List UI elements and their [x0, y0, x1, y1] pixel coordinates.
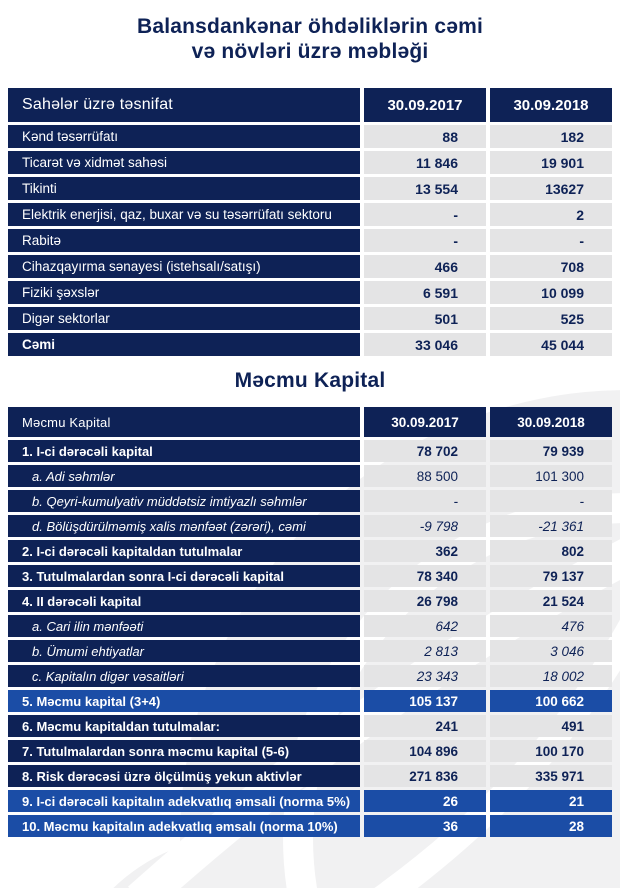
row-label: 1. I-ci dərəcəli kapital	[8, 440, 360, 462]
table-header-2017: 30.09.2017	[364, 88, 486, 122]
row-label: Kənd təsərrüfatı	[8, 125, 360, 148]
value-2018: -21 361	[490, 515, 612, 537]
value-2017: 2 813	[364, 640, 486, 662]
value-2017: 642	[364, 615, 486, 637]
row-label: b. Ümumi ehtiyatlar	[8, 640, 360, 662]
table-row	[8, 281, 612, 304]
value-2018: 2	[490, 203, 612, 226]
row-label: 3. Tutulmalardan sonra I-ci dərəcəli kapital	[8, 565, 360, 587]
table-row	[8, 151, 612, 174]
value-2018: 28	[490, 815, 612, 837]
page-title-line2: və növləri üzrə məbləği	[191, 40, 429, 63]
value-2017: 78 340	[364, 565, 486, 587]
row-label: 6. Məcmu kapitaldan tutulmalar:	[8, 715, 360, 737]
row-label: c. Kapitalın digər vəsaitləri	[8, 665, 360, 687]
value-2018: 100 662	[490, 690, 612, 712]
value-2018: 10 099	[490, 281, 612, 304]
value-2017: 466	[364, 255, 486, 278]
value-2017: 11 846	[364, 151, 486, 174]
value-2018: 21 524	[490, 590, 612, 612]
value-2018: 525	[490, 307, 612, 330]
table-row	[8, 229, 612, 252]
page-title	[0, 14, 620, 64]
row-label: a. Adi səhmlər	[8, 465, 360, 487]
table-header-2017: 30.09.2017	[364, 407, 486, 437]
row-label: Ticarət və xidmət sahəsi	[8, 151, 360, 174]
table-body	[8, 440, 612, 837]
value-2017: 501	[364, 307, 486, 330]
row-label: 9. I-ci dərəcəli kapitalın adekvatlıq əmsali (norma 5%)	[8, 790, 360, 812]
value-2017: -9 798	[364, 515, 486, 537]
value-2017: 271 836	[364, 765, 486, 787]
table-row	[8, 690, 612, 712]
row-label: 2. I-ci dərəcəli kapitaldan tutulmalar	[8, 540, 360, 562]
section-title: Məcmu Kapital	[234, 369, 386, 392]
offbalance-table	[8, 88, 612, 356]
value-2018: 79 939	[490, 440, 612, 462]
value-2017: 33 046	[364, 333, 486, 356]
value-2017: 36	[364, 815, 486, 837]
table-body	[8, 125, 612, 356]
value-2018: 18 002	[490, 665, 612, 687]
value-2017: -	[364, 490, 486, 512]
value-2018: 101 300	[490, 465, 612, 487]
table-row	[8, 203, 612, 226]
row-label: d. Bölüşdürülməmiş xalis mənfəət (zərəri), cəmi	[8, 515, 360, 537]
table-row	[8, 715, 612, 737]
value-2017: 78 702	[364, 440, 486, 462]
table-row	[8, 815, 612, 837]
row-label: 7. Tutulmalardan sonra məcmu kapital (5-6)	[8, 740, 360, 762]
value-2018: 476	[490, 615, 612, 637]
table-row	[8, 333, 612, 356]
table-row	[8, 490, 612, 512]
row-label: Cəmi	[8, 333, 360, 356]
value-2017: 88	[364, 125, 486, 148]
value-2018: 79 137	[490, 565, 612, 587]
value-2017: 362	[364, 540, 486, 562]
value-2018: 3 046	[490, 640, 612, 662]
row-label: 10. Məcmu kapitalın adekvatlıq əmsalı (norma 10%)	[8, 815, 360, 837]
table-row	[8, 790, 612, 812]
table-header-row	[8, 407, 612, 437]
row-label: 5. Məcmu kapital (3+4)	[8, 690, 360, 712]
row-label: a. Cari ilin mənfəəti	[8, 615, 360, 637]
capital-table	[8, 407, 612, 837]
value-2017: -	[364, 203, 486, 226]
value-2017: -	[364, 229, 486, 252]
table-row	[8, 565, 612, 587]
table-row	[8, 125, 612, 148]
value-2018: 45 044	[490, 333, 612, 356]
table-header-2018: 30.09.2018	[490, 88, 612, 122]
value-2018: 491	[490, 715, 612, 737]
table-row	[8, 640, 612, 662]
value-2017: 23 343	[364, 665, 486, 687]
value-2017: 13 554	[364, 177, 486, 200]
page-title-line1: Balansdankənar öhdəliklərin cəmi	[136, 15, 484, 38]
table-header-row	[8, 88, 612, 122]
table-row	[8, 665, 612, 687]
value-2017: 26 798	[364, 590, 486, 612]
row-label: Tikinti	[8, 177, 360, 200]
value-2017: 88 500	[364, 465, 486, 487]
value-2018: 182	[490, 125, 612, 148]
table-row	[8, 615, 612, 637]
table-header-2018: 30.09.2018	[490, 407, 612, 437]
value-2017: 6 591	[364, 281, 486, 304]
value-2018: 802	[490, 540, 612, 562]
value-2018: 19 901	[490, 151, 612, 174]
value-2018: 335 971	[490, 765, 612, 787]
value-2018: 100 170	[490, 740, 612, 762]
row-label: b. Qeyri-kumulyativ müddətsiz imtiyazlı səhmlər	[8, 490, 360, 512]
table-row	[8, 765, 612, 787]
table-row	[8, 255, 612, 278]
row-label: 8. Risk dərəcəsi üzrə ölçülmüş yekun aktivlər	[8, 765, 360, 787]
value-2017: 26	[364, 790, 486, 812]
table-row	[8, 540, 612, 562]
row-label: Cihazqayırma sənayesi (istehsalı/satışı)	[8, 255, 360, 278]
row-label: Fiziki şəxslər	[8, 281, 360, 304]
table-row	[8, 177, 612, 200]
table-header-label: Məcmu Kapital	[8, 407, 360, 437]
value-2018: 708	[490, 255, 612, 278]
value-2018: -	[490, 229, 612, 252]
row-label: 4. II dərəcəli kapital	[8, 590, 360, 612]
row-label: Rabitə	[8, 229, 360, 252]
table-row	[8, 590, 612, 612]
value-2018: 21	[490, 790, 612, 812]
table-row	[8, 307, 612, 330]
value-2017: 105 137	[364, 690, 486, 712]
table-row	[8, 465, 612, 487]
value-2018: 13627	[490, 177, 612, 200]
table-row	[8, 740, 612, 762]
table-row	[8, 440, 612, 462]
value-2017: 241	[364, 715, 486, 737]
row-label: Elektrik enerjisi, qaz, buxar və su təsərrüfatı sektoru	[8, 203, 360, 226]
row-label: Digər sektorlar	[8, 307, 360, 330]
table-row	[8, 515, 612, 537]
table-header-label: Sahələr üzrə təsnifat	[8, 88, 360, 122]
value-2017: 104 896	[364, 740, 486, 762]
value-2018: -	[490, 490, 612, 512]
